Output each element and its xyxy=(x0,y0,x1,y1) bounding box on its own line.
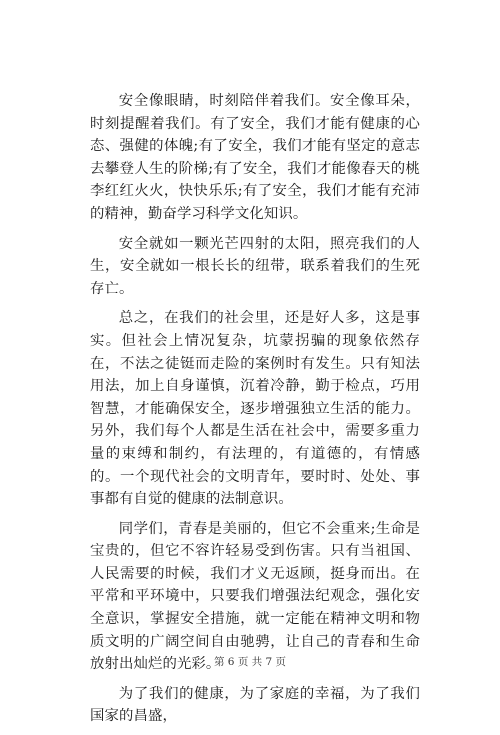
document-body xyxy=(90,90,420,735)
paragraph-5: 为了我们的健康，为了家庭的幸福，为了我们国家的昌盛， xyxy=(90,685,420,725)
page-number-footer: 第 6 页 共 7 页 xyxy=(213,656,287,668)
paragraph-2: 安全就如一颗光芒四射的太阳，照亮我们的人生，安全就如一根长长的纽带，联系着我们的生死存亡。 xyxy=(90,235,420,297)
paragraph-1: 安全像眼睛，时刻陪伴着我们。安全像耳朵，时刻提醒着我们。有了安全，我们才能有健康的心态、强健的体魄;有了安全，我们才能有坚定的意志去攀登人生的阶梯;有了安全，我们才能像春天的桃李红红火火，快快乐乐;有了安全，我们才能有充沛的精神，勤奋学习科学文化知识。 xyxy=(90,93,420,222)
paragraph-4: 同学们，青春是美丽的，但它不会重来;生命是宝贵的，但它不容许轻易受到伤害。只有当祖国、人民需要的时候，我们才义无返顾，挺身而出。在平常和平环境中，只要我们增强法纪观念，强化安全意识，掌握安全措施，就一定能在精神文明和物质文明的广阔空间自由驰骋，让自己的青春和生命放射出灿烂的光彩。 xyxy=(90,520,420,673)
paragraph-3: 总之，在我们的社会里，还是好人多，这是事实。但社会上情况复杂，坑蒙拐骗的现象依然存在，不法之徒铤而走险的案例时有发生。只有知法用法，加上自身谨慎，沉着冷静，勤于检点，巧用智慧，才能确保安全，逐步增强独立生活的能力。另外，我们每个人都是生活在社会中，需要多重力量的束缚和制约，有法理的，有道德的，有情感的。一个现代社会的文明青年，要时时、处处、事事都有自觉的健康的法制意识。 xyxy=(90,310,420,508)
